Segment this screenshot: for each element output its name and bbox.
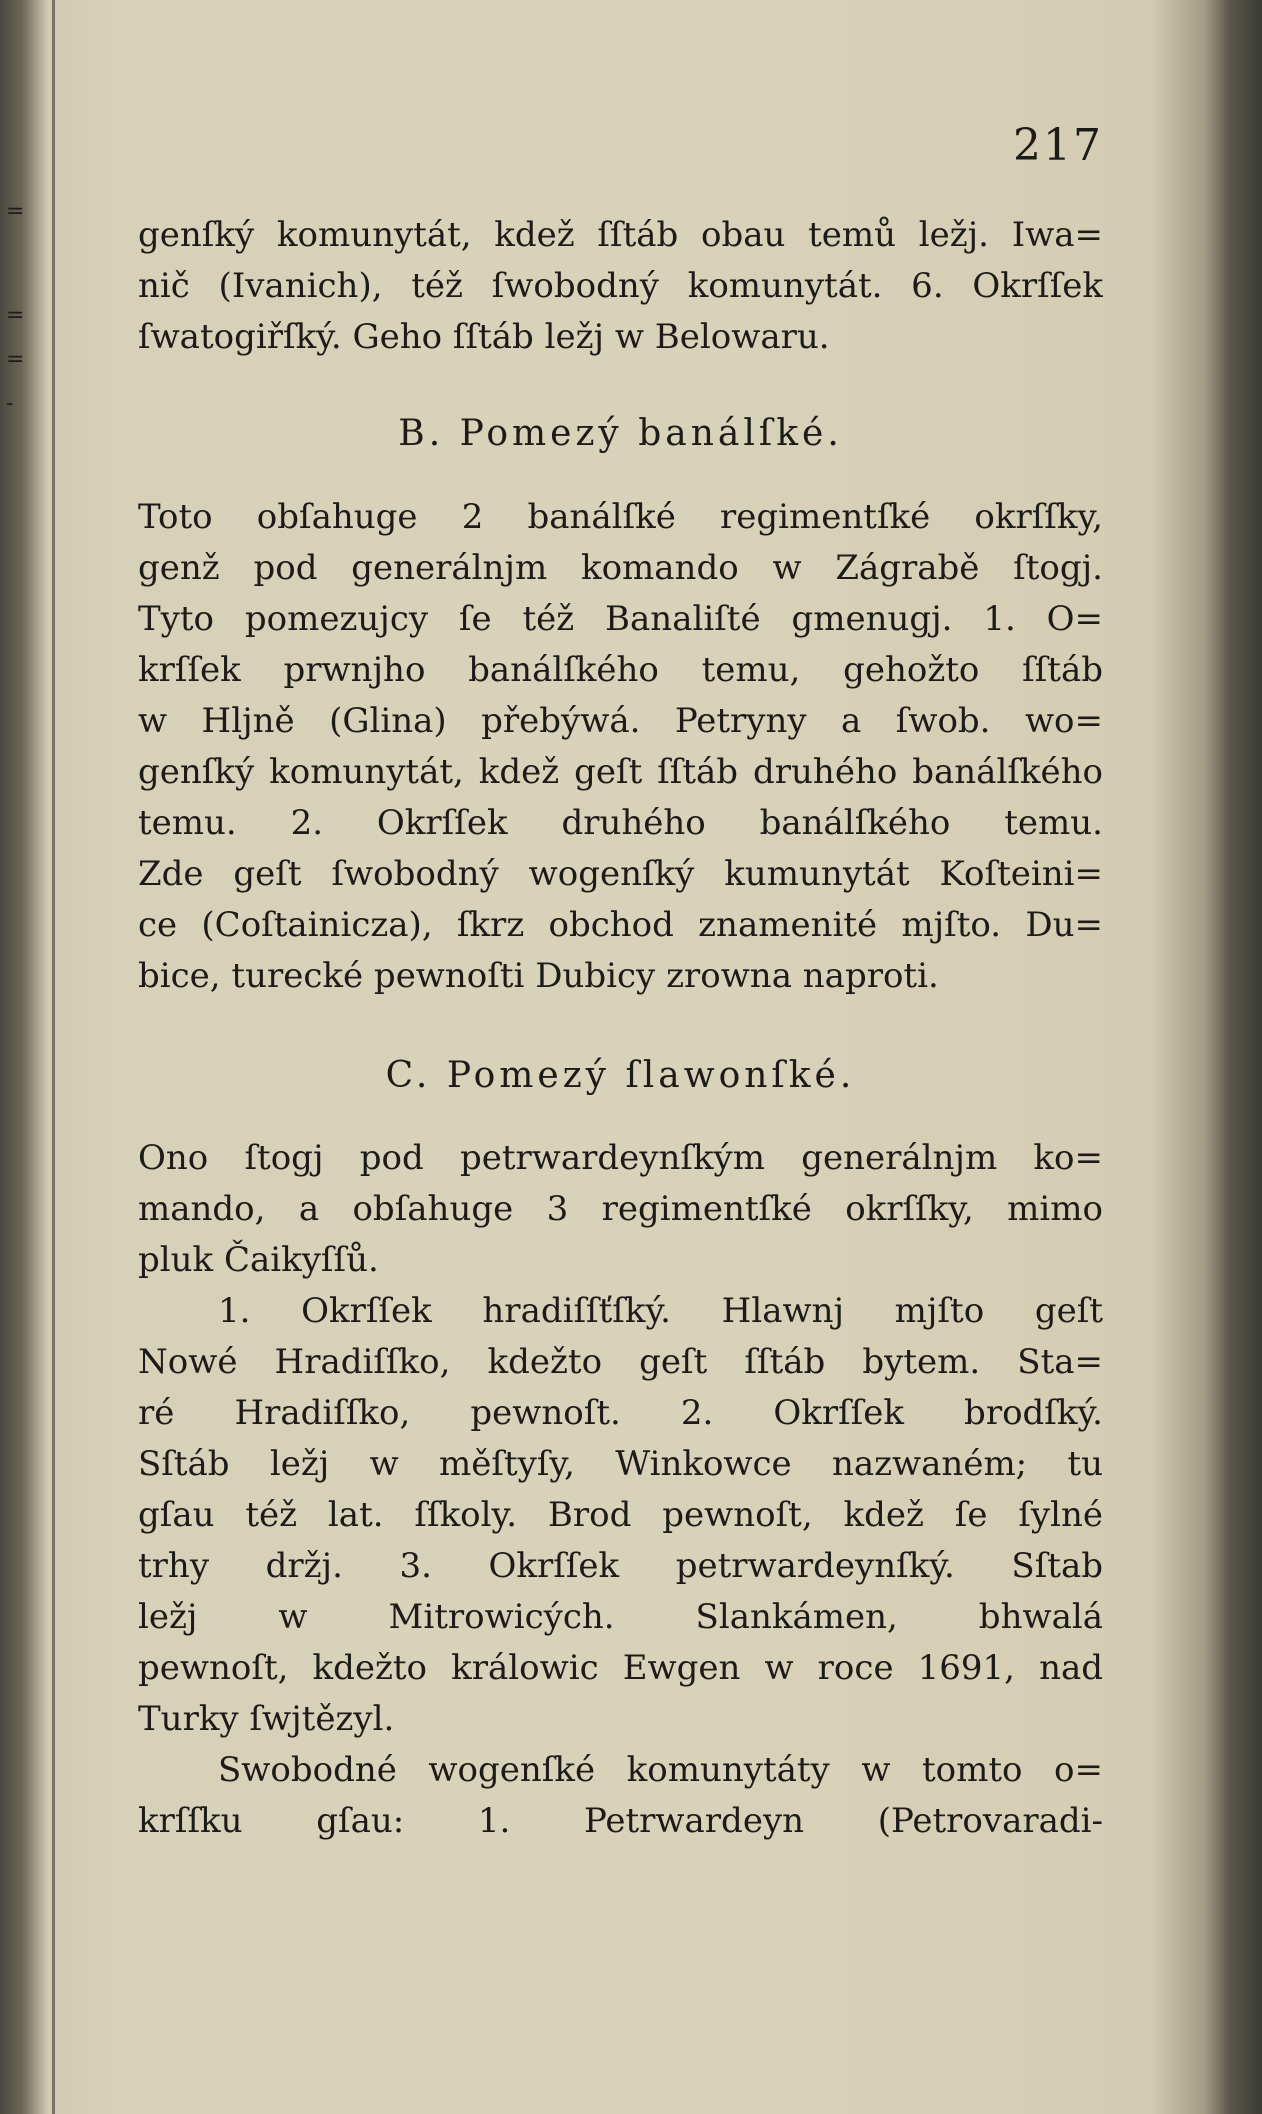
text-line: genſký komunytát, kdež ſſtáb obau temů ležj. Iwa= bbox=[138, 215, 1103, 255]
text-line: ležj w Mitrowicých. Slankámen, bhwalá bbox=[138, 1597, 1103, 1637]
text-line: krſſku gſau: 1. Petrwardeyn (Petrovaradi- bbox=[138, 1801, 1103, 1841]
margin-mark: = bbox=[6, 303, 25, 328]
text-line: ſwatogiřſký. Geho ſſtáb ležj w Belowaru. bbox=[138, 317, 830, 357]
text-line: ré Hradiſſko, pewnoſt. 2. Okrſſek brodſký. bbox=[138, 1393, 1103, 1433]
page-number: 217 bbox=[1013, 120, 1103, 171]
text-line: trhy držj. 3. Okrſſek petrwardeynſký. Sſtab bbox=[138, 1546, 1103, 1586]
text-line: Tyto pomezujcy ſe též Banaliſté gmenugj. 1. O= bbox=[138, 599, 1103, 639]
text-line: w Hljně (Glina) přebýwá. Petryny a ſwob. wo= bbox=[138, 701, 1103, 741]
text-line: Nowé Hradiſſko, kdežto geſt ſſtáb bytem. Sta= bbox=[138, 1342, 1103, 1382]
margin-mark: - bbox=[6, 391, 14, 416]
binding-edge bbox=[52, 0, 55, 2114]
section-a-tail bbox=[138, 210, 1103, 363]
text-line: pluk Čaikyſſů. bbox=[138, 1240, 379, 1280]
text-line: genſký komunytát, kdež geſt ſſtáb druhého banálſkého bbox=[138, 752, 1103, 792]
text-line: Zde geſt ſwobodný wogenſký kumunytát Koſteini= bbox=[138, 854, 1103, 894]
text-line: krſſek prwnjho banálſkého temu, gehožto ſſtáb bbox=[138, 650, 1103, 690]
text-line: nič (Ivanich), též ſwobodný komunytát. 6. Okrſſek bbox=[138, 266, 1103, 306]
heading-b: B. Pomezý banálſké. bbox=[398, 413, 843, 454]
left-margin-marks bbox=[6, 200, 26, 416]
text-line: gſau též lat. ſſkoly. Brod pewnoſt, kdež ſe ſylné bbox=[138, 1495, 1103, 1535]
text-line: pewnoſt, kdežto králowic Ewgen w roce 1691, nad bbox=[138, 1648, 1103, 1688]
section-b bbox=[138, 492, 1103, 1002]
text-line: Sſtáb ležj w měſtyſy, Winkowce nazwaném; tu bbox=[138, 1444, 1103, 1484]
text-line: ce (Coſtainicza), ſkrz obchod znamenité mjſto. Du= bbox=[138, 905, 1103, 945]
text-line: Ono ſtogj pod petrwardeynſkým generálnjm ko= bbox=[138, 1138, 1103, 1178]
section-c bbox=[138, 1133, 1103, 1847]
text-line: genž pod generálnjm komando w Zágrabě ſtogj. bbox=[138, 548, 1103, 588]
text-line: bice, turecké pewnoſti Dubicy zrowna naproti. bbox=[138, 956, 939, 996]
text-line: mando, a obſahuge 3 regimentſké okrſſky, mimo bbox=[138, 1189, 1103, 1229]
text-line: 1. Okrſſek hradiſſťſký. Hlawnj mjſto geſt bbox=[218, 1291, 1103, 1331]
text-line: Swobodné wogenſké komunytáty w tomto o= bbox=[218, 1750, 1103, 1790]
heading-c: C. Pomezý ſlawonſké. bbox=[385, 1055, 856, 1096]
text-line: Toto obſahuge 2 banálſké regimentſké okrſſky, bbox=[138, 497, 1103, 537]
margin-mark: = bbox=[6, 347, 25, 372]
margin-mark: = bbox=[6, 199, 25, 224]
text-line: temu. 2. Okrſſek druhého banálſkého temu. bbox=[138, 803, 1103, 843]
text-line: Turky ſwjtězyl. bbox=[138, 1699, 395, 1739]
